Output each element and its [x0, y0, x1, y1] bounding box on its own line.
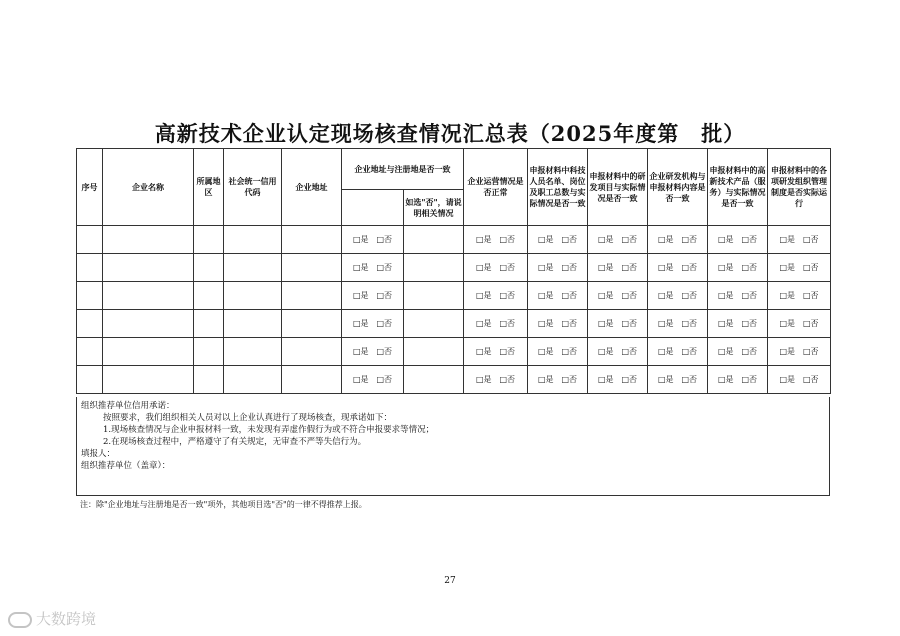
header-address-match: 企业地址与注册地是否一致 — [342, 149, 464, 190]
checkbox-operation[interactable]: □是 □否 — [464, 338, 528, 366]
checkbox-operation[interactable]: □是 □否 — [464, 282, 528, 310]
table-cell[interactable] — [224, 366, 282, 394]
checkbox-address-match[interactable]: □是 □否 — [342, 338, 404, 366]
table-cell[interactable] — [77, 366, 103, 394]
checkbox-staff[interactable]: □是 □否 — [528, 254, 588, 282]
checkbox-staff[interactable]: □是 □否 — [528, 366, 588, 394]
table-cell[interactable] — [224, 282, 282, 310]
table-cell[interactable] — [77, 310, 103, 338]
header-region: 所属地区 — [194, 149, 224, 226]
checkbox-rd-projects[interactable]: □是 □否 — [588, 254, 648, 282]
table-cell[interactable] — [224, 338, 282, 366]
table-cell[interactable] — [404, 254, 464, 282]
table-cell[interactable] — [194, 254, 224, 282]
header-rd-projects: 申报材料中的研发项目与实际情况是否一致 — [588, 149, 648, 226]
checkbox-address-match[interactable]: □是 □否 — [342, 310, 404, 338]
table-cell[interactable] — [282, 282, 342, 310]
checkbox-rd-management[interactable]: □是 □否 — [768, 282, 831, 310]
table-cell[interactable] — [194, 226, 224, 254]
table-cell[interactable] — [224, 226, 282, 254]
checkbox-address-match[interactable]: □是 □否 — [342, 254, 404, 282]
page-number: 27 — [444, 576, 456, 586]
table-cell[interactable] — [404, 338, 464, 366]
table-cell[interactable] — [194, 338, 224, 366]
table-cell[interactable] — [77, 254, 103, 282]
checkbox-rd-institution[interactable]: □是 □否 — [648, 310, 708, 338]
watermark-logo-icon — [8, 612, 32, 628]
checkbox-rd-institution[interactable]: □是 □否 — [648, 254, 708, 282]
promise-heading: 组织推荐单位信用承诺： — [81, 401, 175, 411]
checkbox-rd-institution[interactable]: □是 □否 — [648, 282, 708, 310]
table-row — [77, 310, 831, 338]
header-operation: 企业运营情况是否正常 — [464, 149, 528, 226]
table-cell[interactable] — [103, 338, 194, 366]
checkbox-address-match[interactable]: □是 □否 — [342, 366, 404, 394]
checkbox-rd-management[interactable]: □是 □否 — [768, 310, 831, 338]
table-cell[interactable] — [77, 226, 103, 254]
table-row — [77, 226, 831, 254]
checkbox-staff[interactable]: □是 □否 — [528, 282, 588, 310]
table-cell[interactable] — [103, 366, 194, 394]
checkbox-products[interactable]: □是 □否 — [708, 254, 768, 282]
checkbox-rd-institution[interactable]: □是 □否 — [648, 366, 708, 394]
checkbox-address-match[interactable]: □是 □否 — [342, 282, 404, 310]
checkbox-staff[interactable]: □是 □否 — [528, 310, 588, 338]
table-cell[interactable] — [282, 338, 342, 366]
checkbox-rd-management[interactable]: □是 □否 — [768, 366, 831, 394]
table-cell[interactable] — [77, 282, 103, 310]
table-cell[interactable] — [103, 282, 194, 310]
checkbox-rd-management[interactable]: □是 □否 — [768, 226, 831, 254]
checkbox-address-match[interactable]: □是 □否 — [342, 226, 404, 254]
checkbox-rd-institution[interactable]: □是 □否 — [648, 338, 708, 366]
table-cell[interactable] — [282, 310, 342, 338]
checkbox-staff[interactable]: □是 □否 — [528, 338, 588, 366]
checkbox-rd-projects[interactable]: □是 □否 — [588, 366, 648, 394]
checkbox-products[interactable]: □是 □否 — [708, 366, 768, 394]
table-cell[interactable] — [194, 366, 224, 394]
table-cell[interactable] — [404, 226, 464, 254]
checkbox-rd-institution[interactable]: □是 □否 — [648, 226, 708, 254]
table-cell[interactable] — [404, 366, 464, 394]
table-row — [77, 282, 831, 310]
header-credit-code: 社会统一信用代码 — [224, 149, 282, 226]
promise-item-2: 2.在现场核查过程中，严格遵守了有关规定，无审查不严等失信行为。 — [103, 437, 367, 447]
table-cell[interactable] — [282, 226, 342, 254]
table-cell[interactable] — [194, 310, 224, 338]
table-cell[interactable] — [404, 282, 464, 310]
table-row — [77, 338, 831, 366]
checkbox-products[interactable]: □是 □否 — [708, 226, 768, 254]
watermark-text: 大数跨境 — [36, 610, 97, 628]
checkbox-products[interactable]: □是 □否 — [708, 310, 768, 338]
table-cell[interactable] — [404, 310, 464, 338]
credit-promise-section — [76, 397, 830, 496]
table-cell[interactable] — [194, 282, 224, 310]
checkbox-operation[interactable]: □是 □否 — [464, 254, 528, 282]
table-cell[interactable] — [224, 254, 282, 282]
checkbox-rd-projects[interactable]: □是 □否 — [588, 310, 648, 338]
footnote: 注：除"企业地址与注册地是否一致"项外，其他项目选"否"的一律不得推荐上报。 — [80, 500, 367, 509]
header-address: 企业地址 — [282, 149, 342, 226]
header-address-match-choice — [342, 190, 404, 226]
table-cell[interactable] — [282, 254, 342, 282]
header-address-note: 如选"否"，请说明相关情况 — [404, 190, 464, 226]
checkbox-operation[interactable]: □是 □否 — [464, 366, 528, 394]
page-title: 高新技术企业认定现场核查情况汇总表（2025年度第 批） — [154, 121, 746, 146]
table-cell[interactable] — [224, 310, 282, 338]
header-rd-management: 申报材料中的各项研发组织管理制度是否实际运行 — [768, 149, 831, 226]
checkbox-rd-projects[interactable]: □是 □否 — [588, 338, 648, 366]
checkbox-rd-management[interactable]: □是 □否 — [768, 254, 831, 282]
header-staff: 申报材料中科技人员名单、岗位及职工总数与实际情况是否一致 — [528, 149, 588, 226]
header-products: 申报材料中的高新技术产品（服务）与实际情况是否一致 — [708, 149, 768, 226]
promise-item-1: 1.现场核查情况与企业申报材料一致，未发现有弄虚作假行为或不符合申报要求等情况； — [103, 425, 435, 435]
table-cell[interactable] — [103, 254, 194, 282]
header-seq: 序号 — [77, 149, 103, 226]
table-cell[interactable] — [77, 338, 103, 366]
checkbox-operation[interactable]: □是 □否 — [464, 226, 528, 254]
header-rd-institution: 企业研发机构与申报材料内容是否一致 — [648, 149, 708, 226]
table-row — [77, 254, 831, 282]
checkbox-rd-management[interactable]: □是 □否 — [768, 338, 831, 366]
table-cell[interactable] — [282, 366, 342, 394]
watermark — [8, 608, 96, 629]
unit-seal-label: 组织推荐单位（盖章）： — [81, 461, 171, 471]
checkbox-staff[interactable]: □是 □否 — [528, 226, 588, 254]
header-company-name: 企业名称 — [103, 149, 194, 226]
table-cell[interactable] — [103, 226, 194, 254]
filler-label: 填报人： — [81, 449, 116, 459]
checkbox-operation[interactable]: □是 □否 — [464, 310, 528, 338]
checkbox-products[interactable]: □是 □否 — [708, 282, 768, 310]
promise-intro: 按照要求，我们组织相关人员对以上企业认真进行了现场核查，现承诺如下： — [103, 413, 393, 423]
summary-table — [76, 148, 831, 394]
checkbox-rd-projects[interactable]: □是 □否 — [588, 226, 648, 254]
checkbox-products[interactable]: □是 □否 — [708, 338, 768, 366]
checkbox-rd-projects[interactable]: □是 □否 — [588, 282, 648, 310]
table-row — [77, 366, 831, 394]
table-cell[interactable] — [103, 310, 194, 338]
